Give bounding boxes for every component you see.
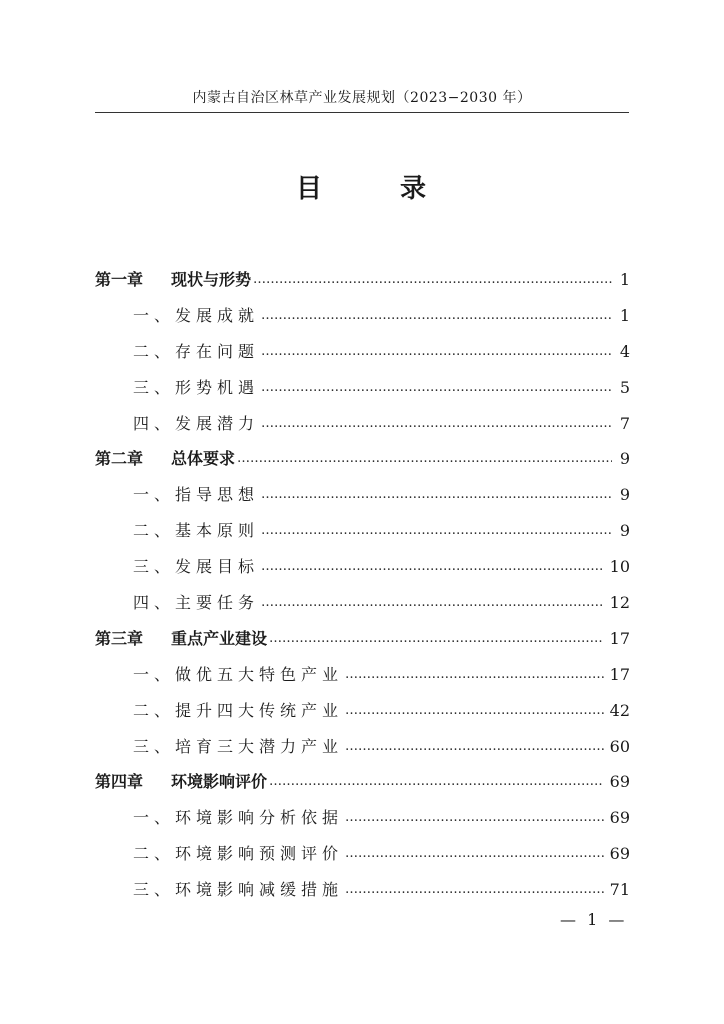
toc-page-number: 17 [609,664,630,684]
toc-entry-label [95,629,267,649]
toc-entry-label [95,485,259,505]
toc-entry-label [95,449,235,469]
toc-page-number: 9 [619,485,630,505]
toc-entry-label [95,306,259,326]
toc-entry-text: 一、做优五大特色产业 [133,664,344,684]
toc-entry-text: 现状与形势 [171,269,252,289]
toc-page-number: 60 [609,736,630,756]
toc-entry-text: 三、形势机遇 [133,377,260,397]
dot-leader [345,880,604,900]
toc-entry-label [95,880,343,900]
running-header: 内蒙古自治区林草产业发展规划（2023−2030 年） [192,90,532,106]
dot-leader [345,701,604,721]
toc-page-number: 1 [619,305,630,325]
toc-section-entry[interactable] [95,298,630,334]
toc-section-entry[interactable] [95,693,630,729]
toc-entry-text: 二、环境影响预测评价 [133,844,344,864]
toc-page-number: 42 [609,700,630,720]
toc-entry-text: 四、发展潜力 [133,413,260,433]
toc-section-entry[interactable] [95,800,630,836]
toc-entry-text: 一、指导思想 [133,485,260,505]
toc-page-number: 17 [609,628,630,648]
toc-entry-text: 三、培育三大潜力产业 [133,736,344,756]
header-divider [95,112,629,113]
toc-entry-text: 二、存在问题 [133,341,260,361]
toc-chapter-entry[interactable] [95,621,630,657]
toc-entry-text: 四、主要任务 [133,592,260,612]
dot-leader [237,449,612,469]
dot-leader [269,629,604,649]
page-title-char-1: 目 [296,174,323,204]
toc-section-entry[interactable] [95,585,630,621]
toc-entry-text: 环境影响评价 [171,772,268,792]
toc-section-entry[interactable] [95,513,630,549]
toc-entry-label [95,557,259,577]
toc-entry-text: 二、基本原则 [133,521,260,541]
toc-section-entry[interactable] [95,406,630,442]
chapter-number: 第三章 [95,628,144,648]
toc-section-entry[interactable] [95,477,630,513]
toc-entry-label [95,844,343,864]
toc-entry-text: 总体要求 [171,449,236,469]
toc-entry-text: 重点产业建设 [171,628,268,648]
toc-page-number: 7 [619,413,630,433]
toc-section-entry[interactable] [95,729,630,765]
toc-entry-label [95,414,259,434]
toc-section-entry[interactable] [95,370,630,406]
toc-section-entry[interactable] [95,657,630,693]
toc-chapter-entry[interactable] [95,262,630,298]
toc-page-number: 71 [609,880,630,900]
page-title [0,171,724,207]
toc-entry-label [95,665,343,685]
toc-entry-text: 一、发展成就 [133,305,260,325]
toc-entry-label [95,521,259,541]
dot-leader [269,772,604,792]
toc-entry-text: 三、环境影响减缓措施 [133,880,344,900]
dot-leader [253,270,612,290]
dot-leader [261,414,612,434]
toc-entry-label [95,378,259,398]
dot-leader [261,306,612,326]
toc-entry-text: 一、环境影响分析依据 [133,808,344,828]
toc-entry-label [95,737,343,757]
dot-leader [345,737,604,757]
toc-entry-label [95,342,259,362]
toc-page-number: 69 [609,808,630,828]
toc-entry-label [95,701,343,721]
toc-entry-text: 二、提升四大传统产业 [133,700,344,720]
toc-page-number: 9 [619,521,630,541]
toc-chapter-entry[interactable] [95,441,630,477]
page-title-char-2: 录 [400,174,427,204]
toc-page-number: 12 [609,592,630,612]
dot-leader [345,844,604,864]
table-of-contents [95,262,630,908]
dot-leader [261,557,604,577]
toc-entry-label [95,772,267,792]
toc-entry-label [95,593,259,613]
toc-page-number: 1 [619,269,630,289]
toc-entry-text: 三、发展目标 [133,557,260,577]
toc-page-number: 5 [619,377,630,397]
dot-leader [261,485,612,505]
dot-leader [261,342,612,362]
toc-section-entry[interactable] [95,872,630,908]
dot-leader [261,521,612,541]
toc-page-number: 69 [609,772,630,792]
chapter-number: 第二章 [95,449,144,469]
page-number: — 1 — [560,910,628,929]
toc-section-entry[interactable] [95,334,630,370]
dot-leader [261,593,604,613]
toc-page-number: 4 [619,341,630,361]
dot-leader [261,378,612,398]
dot-leader [345,665,604,685]
chapter-number: 第一章 [95,269,144,289]
toc-section-entry[interactable] [95,836,630,872]
toc-entry-label [95,270,251,290]
toc-entry-label [95,808,343,828]
toc-chapter-entry[interactable] [95,764,630,800]
chapter-number: 第四章 [95,772,144,792]
toc-page-number: 10 [609,557,630,577]
toc-section-entry[interactable] [95,549,630,585]
toc-page-number: 9 [619,449,630,469]
toc-page-number: 69 [609,844,630,864]
dot-leader [345,808,604,828]
